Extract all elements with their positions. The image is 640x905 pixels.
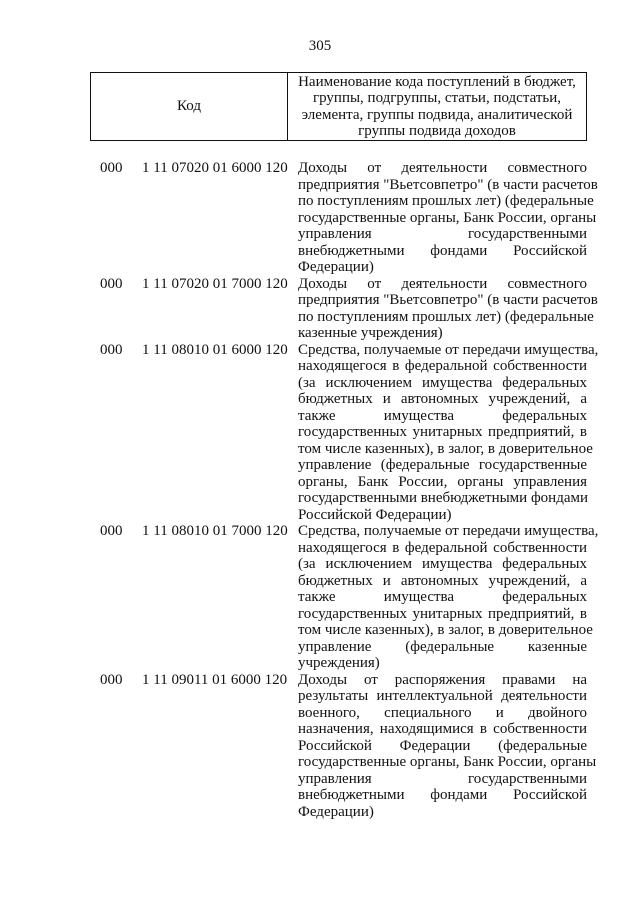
description-line: по поступлениям прошлых лет) (федеральные <box>298 193 594 209</box>
header-name-line: группы подвида доходов <box>358 123 516 139</box>
income-code: 1 11 08010 01 6000 120 <box>142 341 288 358</box>
description-line: предприятия "Вьетсовпетро" (в части расчетов <box>298 176 598 193</box>
description-line: управление (федеральные казенные <box>298 638 587 655</box>
description-line: учреждения) <box>298 655 380 671</box>
header-name-line: группы, подгруппы, статьи, подстатьи, <box>312 90 562 106</box>
description-line: Средства, получаемые от передачи имущества, <box>298 341 599 358</box>
description-line: по поступлениям прошлых лет) (федеральные <box>298 308 594 325</box>
description-line: государственными внебюджетными фондами <box>298 490 589 506</box>
income-description <box>298 160 598 276</box>
description-line: (за исключением имущества федеральных <box>298 374 587 391</box>
description-line: находящегося в федеральной собственности <box>298 539 587 556</box>
admin-code: 000 <box>100 160 123 176</box>
description-line: том числе казенных), в залог, в доверительное <box>298 440 593 457</box>
description-line: государственных унитарных предприятий, в <box>298 424 587 440</box>
description-line: (за исключением имущества федеральных <box>298 556 587 572</box>
income-code-row <box>0 342 640 524</box>
description-line: Доходы от деятельности совместного <box>298 275 587 292</box>
income-code: 1 11 08010 01 7000 120 <box>142 523 288 539</box>
description-line: казенные учреждения) <box>298 325 443 341</box>
description-line: государственных унитарных предприятий, в <box>298 605 587 622</box>
header-name-cell <box>288 73 587 141</box>
description-line: назначения, находящимися в собственности <box>298 721 587 737</box>
income-code: 1 11 07020 01 7000 120 <box>142 275 288 292</box>
income-code: 1 11 09011 01 6000 120 <box>142 671 288 688</box>
description-line: внебюджетными фондами Российской <box>298 242 587 259</box>
description-line: бюджетных и автономных учреждений, а <box>298 391 587 407</box>
description-line: также имущества федеральных <box>298 407 587 424</box>
income-description <box>298 523 599 672</box>
income-code-row <box>0 672 640 821</box>
header-name-line: элемента, группы подвида, аналитической <box>301 106 573 123</box>
description-line: управления государственными <box>298 770 587 787</box>
income-code-list <box>0 160 640 820</box>
income-description <box>298 341 599 524</box>
description-line: внебюджетными фондами Российской <box>298 787 587 803</box>
admin-code: 000 <box>100 341 123 358</box>
income-code-row <box>0 160 640 276</box>
description-line: управления государственными <box>298 226 587 242</box>
description-line: военного, специального и двойного <box>298 704 587 721</box>
income-description <box>298 671 597 821</box>
description-line: управление (федеральные государственные <box>298 457 587 473</box>
description-line: государственные органы, Банк России, органы <box>298 754 597 770</box>
header-code-label: Код <box>177 98 201 115</box>
description-line: Федерации) <box>298 259 374 275</box>
description-line: предприятия "Вьетсовпетро" (в части расчетов <box>298 292 598 308</box>
description-line: органы, Банк России, органы управления <box>298 473 587 490</box>
description-line: находящегося в федеральной собственности <box>298 358 587 374</box>
income-description <box>298 275 598 342</box>
admin-code: 000 <box>100 523 123 539</box>
page-number: 305 <box>308 38 332 54</box>
admin-code: 000 <box>100 671 123 688</box>
description-line: бюджетных и автономных учреждений, а <box>298 572 587 589</box>
description-line: Федерации) <box>298 803 374 820</box>
description-line: Российской Федерации) <box>298 506 452 523</box>
admin-code: 000 <box>100 275 123 292</box>
description-line: государственные органы, Банк России, органы <box>298 209 597 226</box>
description-line: том числе казенных), в залог, в доверительное <box>298 622 593 638</box>
income-code: 1 11 07020 01 6000 120 <box>142 160 288 176</box>
header-name-line: Наименование кода поступлений в бюджет, <box>298 73 576 90</box>
description-line: Российской Федерации (федеральные <box>298 737 587 754</box>
header-table <box>90 72 587 141</box>
income-code-row <box>0 276 640 342</box>
description-line: Доходы от деятельности совместного <box>298 160 587 176</box>
income-code-row <box>0 523 640 672</box>
description-line: результаты интеллектуальной деятельности <box>298 688 587 704</box>
description-line: Средства, получаемые от передачи имущества, <box>298 523 599 539</box>
description-line: также имущества федеральных <box>298 589 587 605</box>
description-line: Доходы от распоряжения правами на <box>298 671 587 688</box>
header-code-cell <box>91 73 288 141</box>
